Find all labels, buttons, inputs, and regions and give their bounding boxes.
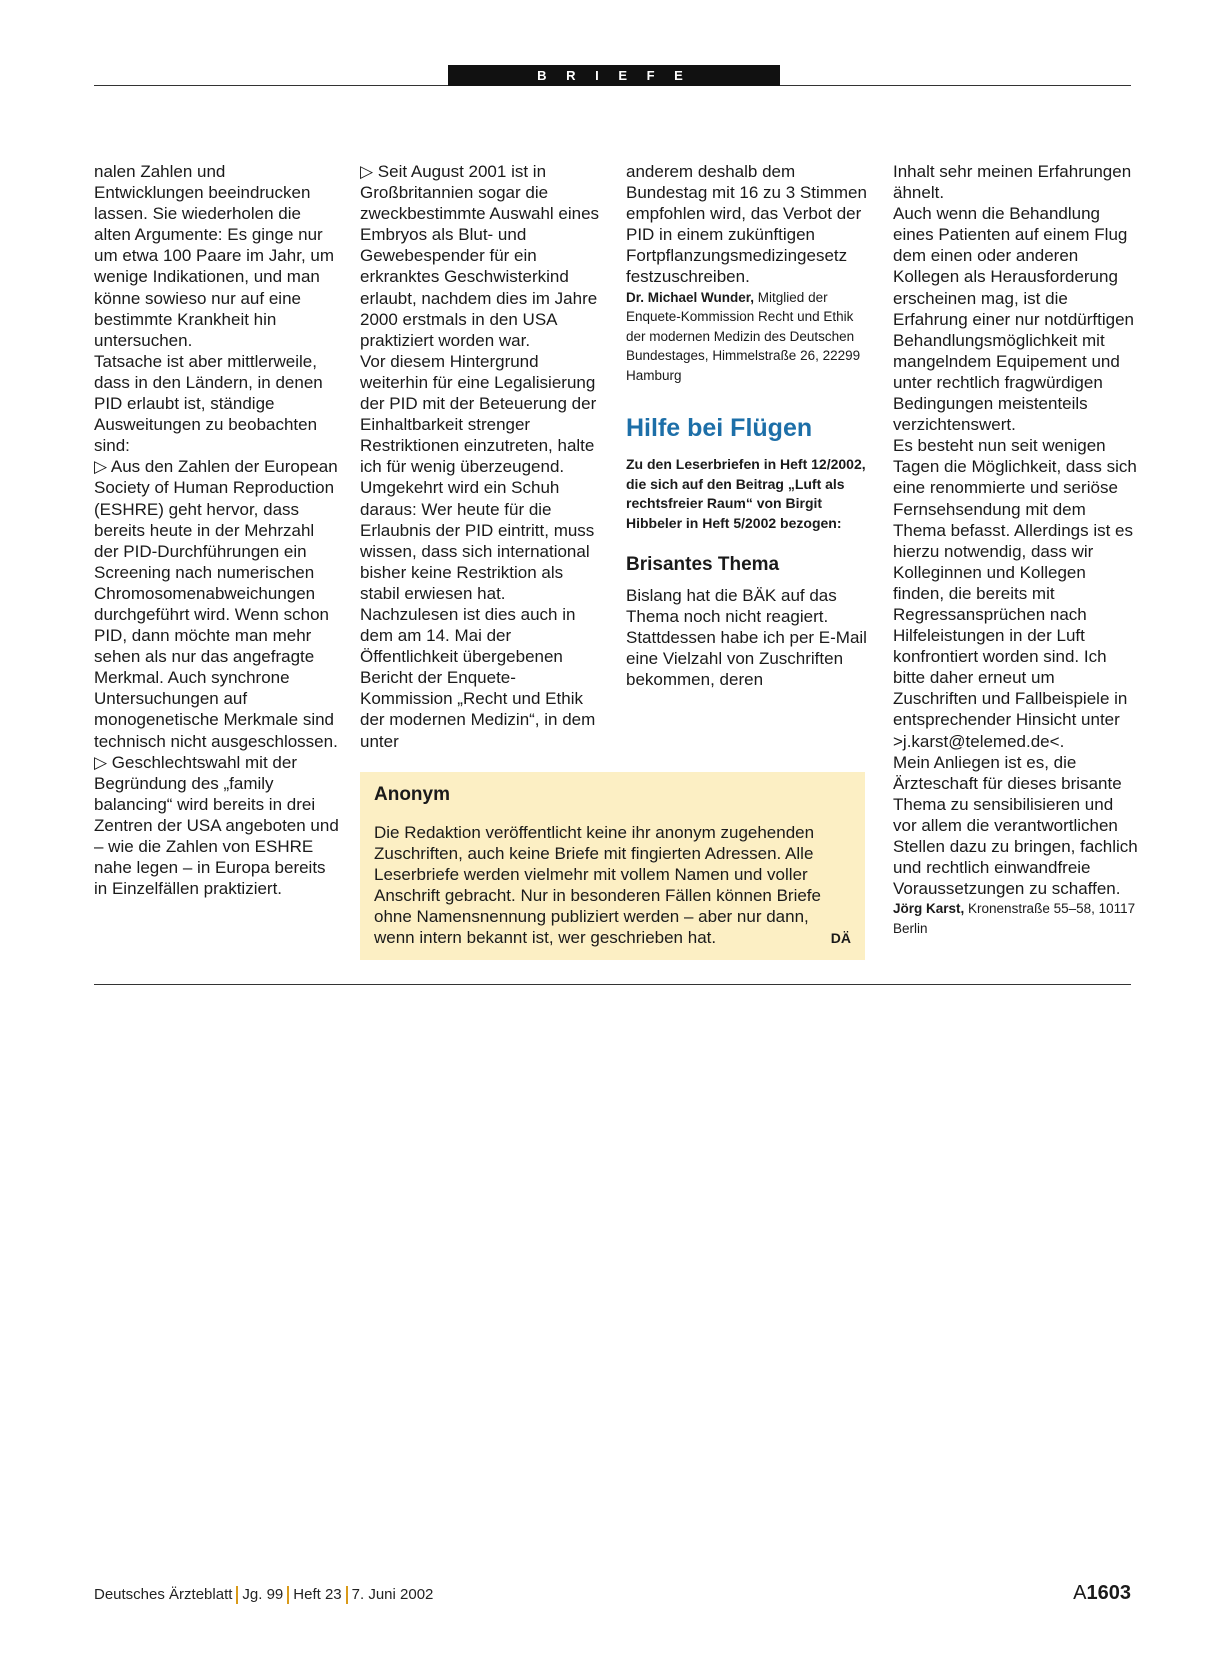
column-2: [360, 161, 605, 752]
section-label: B R I E F E: [448, 65, 780, 86]
letter-headline: Brisantes Thema: [626, 554, 780, 576]
box-title: Anonym: [374, 784, 450, 805]
column-1: [94, 161, 339, 899]
page-prefix: A: [1073, 1582, 1087, 1604]
page-number: [1073, 1582, 1131, 1605]
content-bottom-rule: [94, 984, 1131, 985]
section-title: Hilfe bei Flügen: [626, 414, 813, 443]
page-number-value: 1603: [1086, 1582, 1131, 1604]
paragraph: Auch wenn die Behandlung eines Patienten auf einem Flug dem einen oder anderen Kollegen als Herausforderung erscheinen mag, ist die Erfahrung einer nur notdürftigen Behandlungsmöglichkeit mit mangelndem Equipement und unter rechtlich fragwürdigen Bedingungen meistenteils verzichtenswert.: [893, 204, 1134, 435]
paragraph: ▷ Aus den Zahlen der European Society of Human Reproduction (ESHRE) geht hervor, dass bereits heute in der Mehrzahl der PID-Durchführungen ein Screening nach numerischen Chromosomenabweichungen durchgeführt wird. Wenn schon PID, dann möchte man mehr sehen als nur das angefragte Merkmal. Auch synchrone Untersuchungen auf monogenetische Merkmale sind technisch nicht ausgeschlossen.: [94, 457, 338, 751]
paragraph: anderem deshalb dem Bundestag mit 16 zu 3 Stimmen empfohlen wird, das Verbot der PID in einem zukünftigen Fortpflanzungsmedizingesetz festzuschreiben.: [626, 162, 867, 287]
footer-separator: [236, 1586, 238, 1604]
column-3: [626, 161, 871, 691]
volume: Jg. 99: [242, 1586, 284, 1603]
anonym-notice-box: [360, 772, 865, 960]
paragraph: Vor diesem Hintergrund weiterhin für eine Legalisierung der PID mit der Beteuerung der Einhaltbarkeit strenger Restriktionen einzutreten, halte ich für wenig überzeugend. Umgekehrt wird ein Schuh daraus: Wer heute für die Erlaubnis der PID eintritt, muss wissen, dass sich international bisher keine Restriktion als stabil erwiesen hat.: [360, 351, 597, 603]
paragraph: Mein Anliegen ist es, die Ärzteschaft für dieses brisante Thema zu sensibilisieren und vor allem die verantwortlichen Stellen dazu zu bringen, fachlich und rechtlich einwandfreie Voraussetzungen zu schaffen.: [893, 752, 1138, 899]
signature-name: Jörg Karst,: [893, 901, 965, 917]
paragraph: Nachzulesen ist dies auch in dem am 14. Mai der Öffentlichkeit übergebenen Bericht der Enquete-Kommission „Recht und Ethik der modernen Medizin“, in dem unter: [360, 604, 596, 751]
signature-details: Mitglied der Enquete-Kommission Recht und Ethik der modernen Medizin des Deutschen Bundestages, Himmelstraße 26, 22299 Hamburg: [626, 289, 861, 383]
paragraph: Bislang hat die BÄK auf das Thema noch nicht reagiert. Stattdessen habe ich per E-Mail eine Vielzahl von Zuschriften bekommen, deren: [626, 586, 867, 690]
paragraph: Inhalt sehr meinen Erfahrungen ähnelt.: [893, 162, 1132, 203]
footer-separator: [287, 1586, 289, 1604]
paragraph: nalen Zahlen und Entwicklungen beeindrucken lassen. Sie wiederholen die alten Argumente: Es ginge nur um etwa 100 Paare im Jahr, um wenige Indikationen, und man könne sowieso nur auf eine bestimmte Krankheit hin untersuchen.: [94, 162, 335, 350]
signature-details: Kronenstraße 55–58, 10117 Berlin: [893, 901, 1136, 936]
issue-date: 7. Juni 2002: [351, 1586, 434, 1603]
footer-separator: [346, 1586, 348, 1604]
signature-name: Dr. Michael Wunder,: [626, 289, 755, 305]
box-signature: DÄ: [830, 930, 851, 946]
issue: Heft 23: [293, 1586, 342, 1603]
paragraph: Es besteht nun seit wenigen Tagen die Möglichkeit, dass sich eine renommierte und seriöse Fernsehsendung mit dem Thema befasst. Allerdings ist es hierzu notwendig, dass wir Kolleginnen und Kollegen finden, die bereits mit Regressansprüchen nach Hilfeleistungen in der Luft konfrontiert worden sind. Ich bitte daher erneut um Zuschriften und Fallbeispiele in entsprechender Hinsicht unter >j.karst@telemed.de<.: [893, 436, 1137, 751]
box-text: Die Redaktion veröffentlicht keine ihr anonym zugehenden Zuschriften, auch keine Briefe mit fingierten Adressen. Alle Leserbriefe werden vielmehr mit vollem Namen und voller Anschrift gebracht. Nur in besonderen Fällen können Briefe ohne Namensnennung publiziert werden – aber nur dann, wenn intern bekannt ist, wer geschrieben hat.: [374, 823, 821, 948]
paragraph: Tatsache ist aber mittlerweile, dass in den Ländern, in denen PID erlaubt ist, ständige Ausweitungen zu beobachten sind:: [94, 351, 323, 456]
column-4: [893, 161, 1138, 938]
letter-signature: [626, 288, 871, 386]
section-intro: Zu den Leserbriefen in Heft 12/2002, die sich auf den Beitrag „Luft als rechtsfreier Raum“ von Birgit Hibbeler in Heft 5/2002 bezogen:: [626, 456, 866, 531]
letter-signature: [893, 899, 1138, 938]
footer: [94, 1586, 433, 1604]
paragraph: ▷ Seit August 2001 ist in Großbritannien sogar die zweckbestimmte Auswahl eines Embryos als Blut- und Gewebespender für ein erkranktes Geschwisterkind erlaubt, nachdem dies im Jahre 2000 erstmals in den USA praktiziert worden war.: [360, 162, 600, 350]
journal-name: Deutsches Ärzteblatt: [94, 1586, 233, 1603]
paragraph: ▷ Geschlechtswahl mit der Begründung des „family balancing“ wird bereits in drei Zentren der USA angeboten und – wie die Zahlen von ESHRE nahe legen – in Europa bereits in Einzelfällen praktiziert.: [94, 752, 339, 899]
